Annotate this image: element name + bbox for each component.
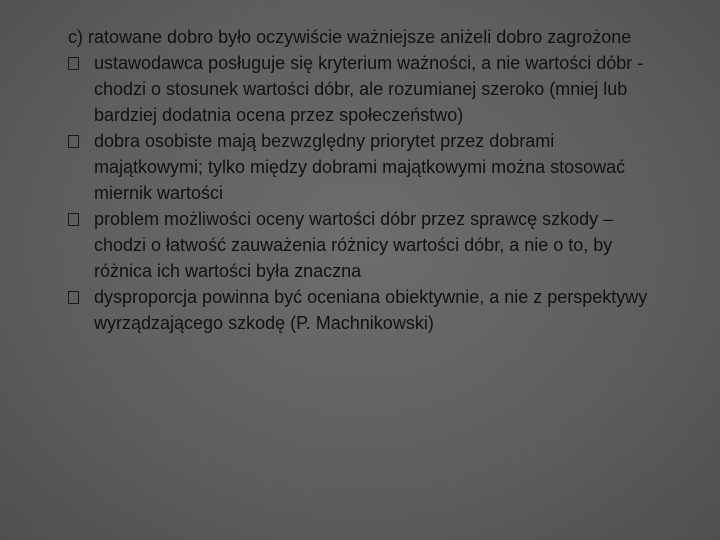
- bullet-text: dysproporcja powinna być oceniana obiektywnie, a nie z perspektywy wyrządzającego szkodę (P. Machnikowski): [94, 287, 648, 333]
- list-item: [68, 128, 668, 206]
- square-bullet-icon: [68, 213, 79, 226]
- square-bullet-icon: [68, 291, 79, 304]
- slide-content: [68, 24, 668, 336]
- bullet-text: ustawodawca posługuje się kryterium ważności, a nie wartości dóbr - chodzi o stosunek wartości dóbr, ale rozumianej szeroko (mniej lub bardziej dodatnia ocena przez społeczeństwo): [94, 53, 644, 125]
- list-item: [68, 284, 668, 336]
- list-item: [68, 50, 668, 128]
- bullet-list: [68, 50, 668, 336]
- bullet-text: problem możliwości oceny wartości dóbr przez sprawcę szkody – chodzi o łatwość zauważenia różnicy wartości dóbr, a nie o to, by różnica ich wartości była znaczna: [94, 209, 614, 281]
- square-bullet-icon: [68, 135, 79, 148]
- list-item: [68, 206, 668, 284]
- slide-heading: c) ratowane dobro było oczywiście ważniejsze aniżeli dobro zagrożone: [68, 27, 632, 47]
- square-bullet-icon: [68, 57, 79, 70]
- bullet-text: dobra osobiste mają bezwzględny priorytet przez dobrami majątkowymi; tylko między dobrami majątkowymi można stosować miernik wartości: [94, 131, 626, 203]
